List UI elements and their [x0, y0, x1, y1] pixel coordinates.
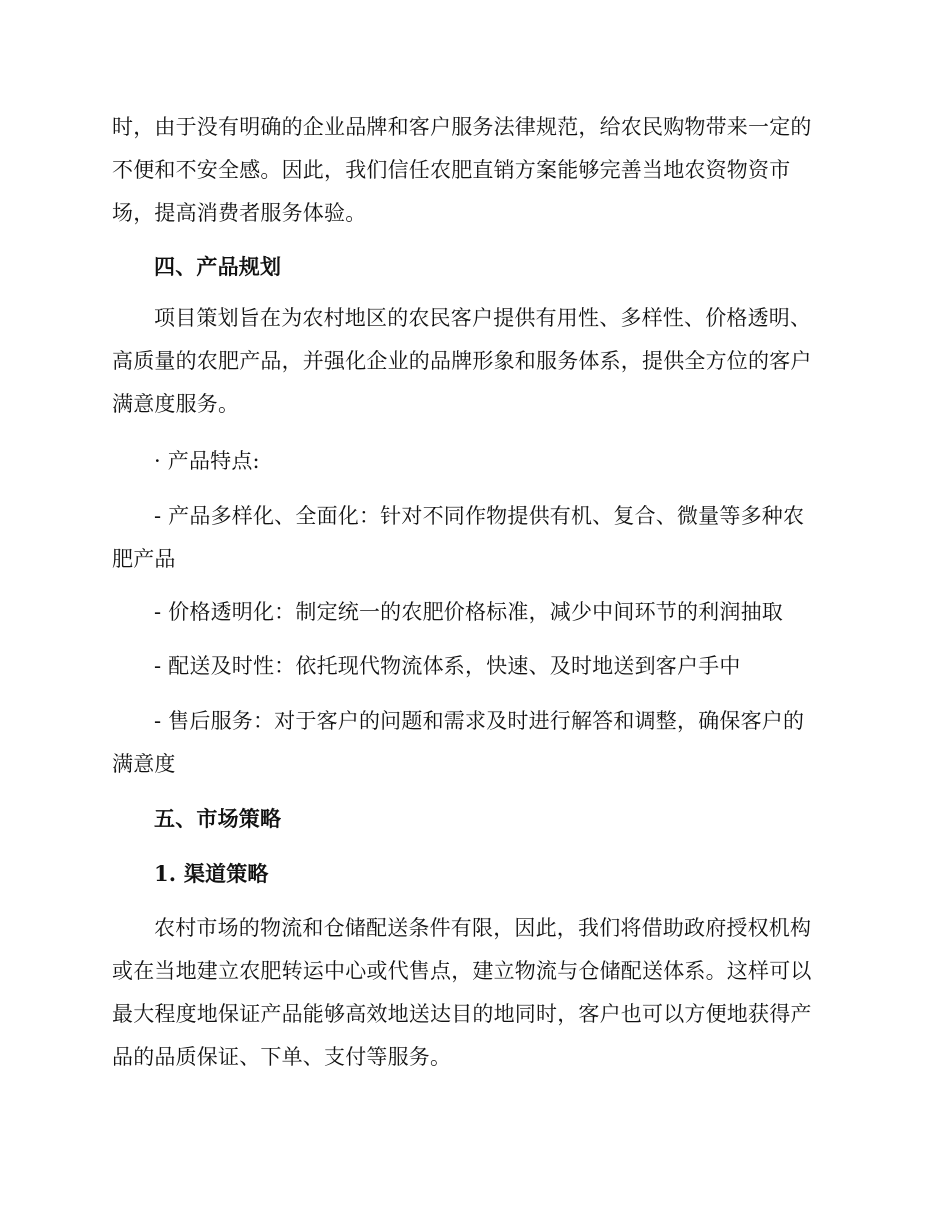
channel-paragraph	[112, 907, 832, 1079]
text-line: 时，由于没有明确的企业品牌和客户服务法律规范，给农民购物带来一定的	[112, 115, 812, 139]
text-line: 农村市场的物流和仓储配送条件有限，因此，我们将借助政府授权机构	[154, 916, 812, 940]
text-line: 或在当地建立农肥转运中心或代售点，建立物流与仓储配送体系。这样可以	[112, 959, 812, 983]
section-heading-5: 五、市场策略	[154, 806, 282, 831]
feature-item-4	[112, 700, 832, 786]
text-line: 肥产品	[112, 547, 176, 571]
subsection-heading-5-1: 1. 渠道策略	[154, 861, 269, 886]
text-line: 满意度服务。	[112, 392, 240, 416]
feature-item-1	[112, 495, 832, 581]
feature-item-2: - 价格透明化：制定统一的农肥价格标准，减少中间环节的利润抽取	[154, 600, 783, 624]
text-line: 场，提高消费者服务体验。	[112, 201, 367, 225]
text-line: 不便和不安全感。因此，我们信任农肥直销方案能够完善当地农资物资市	[112, 158, 791, 182]
text-line: - 产品多样化、全面化：针对不同作物提供有机、复合、微量等多种农	[154, 504, 805, 528]
text-line: 最大程度地保证产品能够高效地送达目的地同时，客户也可以方便地获得产	[112, 1002, 812, 1026]
text-line: 满意度	[112, 752, 176, 776]
text-line: - 售后服务：对于客户的问题和需求及时进行解答和调整，确保客户的	[154, 709, 805, 733]
features-label: · 产品特点:	[154, 449, 260, 473]
section-heading-4: 四、产品规划	[154, 254, 282, 279]
text-line: 项目策划旨在为农村地区的农民客户提供有用性、多样性、价格透明、	[154, 306, 812, 330]
text-line: 品的品质保证、下单、支付等服务。	[112, 1045, 452, 1069]
intro-paragraph	[112, 106, 832, 235]
feature-item-3: - 配送及时性：依托现代物流体系，快速、及时地送到客户手中	[154, 654, 741, 678]
plan-paragraph	[112, 297, 832, 426]
text-line: 高质量的农肥产品，并强化企业的品牌形象和服务体系，提供全方位的客户	[112, 349, 812, 373]
